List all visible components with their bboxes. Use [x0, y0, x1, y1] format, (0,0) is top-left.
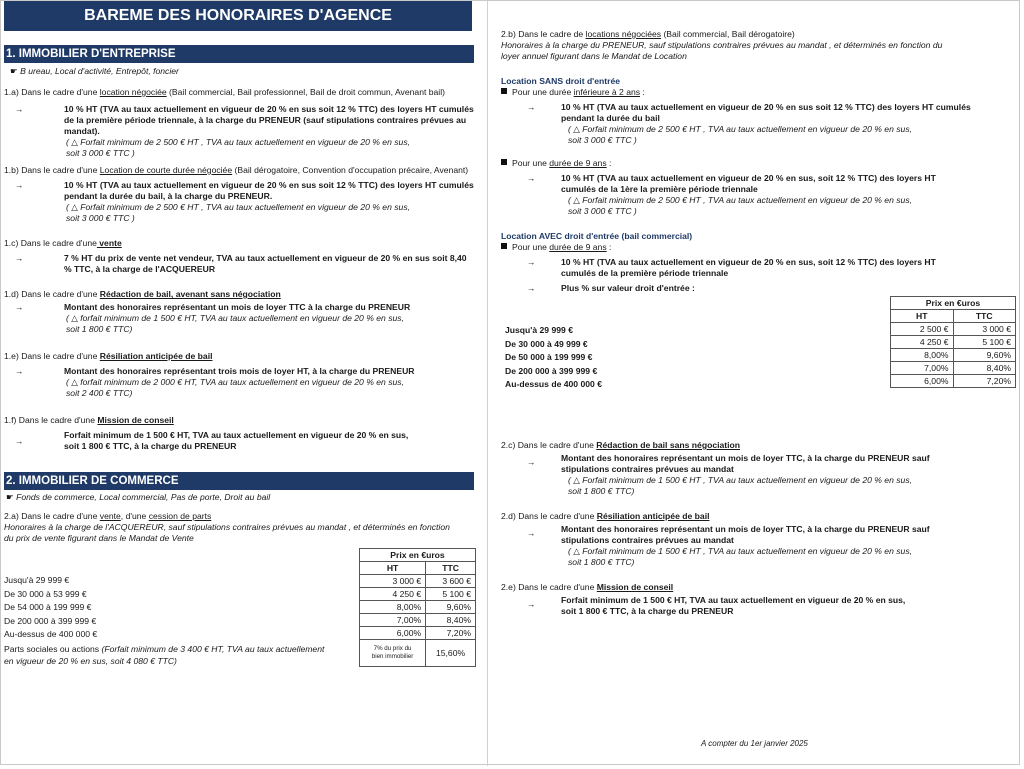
parts-label-note-2: en vigueur de 20 % en sus, soit 4 080 € TTC) — [4, 655, 177, 666]
clause-1b-suffix: (Bail dérogatoire, Convention d'occupation précaire, Avenant) — [232, 165, 469, 175]
arrow-icon: → — [14, 253, 24, 263]
clause-1f-text-2: soit 1 800 € TTC, à la charge du PRENEUR — [64, 441, 237, 451]
clause-2b-prefix: 2.b) Dans le cadre de — [501, 29, 586, 39]
entry-row-label: De 200 000 à 399 999 € — [505, 365, 598, 376]
table-row — [360, 601, 476, 614]
b1-suffix: : — [640, 87, 645, 97]
b3-prefix: Pour une — [512, 242, 550, 252]
bullet-square-icon — [501, 159, 507, 165]
clause-1d-prefix: 1.d) Dans le cadre d'une — [4, 289, 100, 299]
parts-label-note: (Forfait minimum de 3 400 € HT, TVA au taux actuellement — [101, 643, 325, 654]
clause-1a-link: location négociée — [99, 87, 167, 97]
clause-2d — [501, 511, 1016, 568]
cell-ht: 2 500 € — [891, 323, 954, 336]
clause-1e-text: Montant des honoraires représentant trois mois de loyer HT, à la charge du PRENEUR — [64, 366, 415, 376]
arrow-icon: → — [14, 104, 24, 114]
clause-1a-prefix: 1.a) Dans le cadre d'une — [4, 87, 100, 97]
parts-label: Parts sociales ou actions — [4, 643, 102, 654]
clause-1f-text: Forfait minimum de 1 500 € HT, TVA au taux actuellement en vigueur de 20 % en sus, — [64, 430, 409, 440]
clause-2b-suffix: (Bail commercial, Bail dérogatoire) — [661, 29, 795, 39]
b2-text: 10 % HT (TVA au taux actuellement en vigueur de 20 % en sus, soit 12 % TTC) des loyers HT — [561, 173, 936, 183]
b2-note: ( △ Forfait minimum de 2 500 € HT , TVA au taux actuellement en vigueur de 20 % en sus, — [568, 195, 913, 205]
clause-1a — [4, 87, 474, 159]
clause-1e-link: Résiliation anticipée de bail — [99, 351, 213, 361]
b3-text-2: cumulés de la première période triennale — [561, 268, 729, 278]
cell-ht: 4 250 € — [360, 588, 426, 601]
clause-2a-note: Honoraires à la charge de l'ACQUEREUR, sauf stipulations contraires prévues au mandat , et déterminés en fonction — [4, 522, 450, 532]
clause-1d-note: ( △ forfait minimum de 1 500 € HT, TVA au taux actuellement en vigueur de 20 % en sus, — [66, 313, 404, 323]
clause-2a-note-2: du prix de vente figurant dans le Mandat de Vente — [4, 533, 194, 543]
arrow-icon: → — [526, 173, 536, 183]
clause-2e-text: Forfait minimum de 1 500 € HT, TVA au taux actuellement en vigueur de 20 % en sus, — [561, 595, 906, 605]
clause-2d-link: Résiliation anticipée de bail — [596, 511, 710, 521]
location-avec-title: Location AVEC droit d'entrée (bail commercial) — [501, 231, 693, 241]
entry-col-ttc: TTC — [953, 310, 1016, 323]
clause-1c — [4, 238, 474, 275]
clause-2a — [4, 511, 474, 682]
column-divider — [487, 1, 488, 766]
clause-1f — [4, 415, 474, 452]
clause-2c-text: Montant des honoraires représentant un mois de loyer TTC, à la charge du PRENEUR sauf — [561, 453, 930, 463]
b2-suffix: : — [606, 158, 612, 168]
clause-1d — [4, 289, 474, 335]
table-row — [891, 349, 1016, 362]
sale-fee-table — [359, 548, 476, 667]
table-row — [360, 614, 476, 627]
clause-1c-prefix: 1.c) Dans le cadre d'une — [4, 238, 97, 248]
arrow-icon: → — [14, 436, 24, 446]
b1-link: inférieure à 2 ans — [573, 87, 641, 97]
clause-2b-note: Honoraires à la charge du PRENEUR, sauf stipulations contraires prévues au mandat , et déterminés en fonction du — [501, 40, 943, 50]
clause-1b — [4, 165, 474, 224]
section-1-intro: ☛ B ureau, Local d'activité, Entrepôt, foncier — [10, 66, 179, 76]
b2-text-2: cumulés de la 1ère la première période triennale — [561, 184, 758, 194]
b2-note-2: soit 3 000 € TTC ) — [568, 206, 637, 216]
table-row — [360, 588, 476, 601]
table-row — [360, 640, 476, 667]
clause-1d-text: Montant des honoraires représentant un mois de loyer TTC à la charge du PRENEUR — [64, 302, 411, 312]
clause-1a-note-2: soit 3 000 € TTC ) — [66, 148, 135, 158]
clause-2a-prefix: 2.a) Dans le cadre d'une — [4, 511, 100, 521]
clause-2e-link: Mission de conseil — [596, 582, 674, 592]
clause-2b-link: locations négociées — [585, 29, 662, 39]
clause-1a-text: (TVA au taux actuellement en vigueur de 20 % en sus soit 12 % TTC) des loyers HT cumulés de la première période triennale, à la charge du PRENEUR (sauf stipulations contraires prévues au mandat). — [64, 104, 474, 136]
parts-ht-line: 7% du prix du — [373, 645, 412, 653]
sale-col-ht: HT — [360, 562, 426, 575]
cell-ttc: 8,40% — [953, 362, 1016, 375]
b3-suffix: : — [606, 242, 612, 252]
clause-1a-suffix: (Bail commercial, Bail professionnel, Bail de droit commun, Avenant bail) — [166, 87, 445, 97]
clause-2a-link-2: cession de parts — [148, 511, 212, 521]
clause-1c-link: vente — [96, 238, 122, 248]
b1-note-2: soit 3 000 € TTC ) — [568, 135, 637, 145]
b3-link: durée de 9 ans — [549, 242, 607, 252]
clause-2d-text: Montant des honoraires représentant un mois de loyer TTC, à la charge du PRENEUR sauf — [561, 524, 930, 534]
sale-row-label: De 200 000 à 399 999 € — [4, 615, 97, 626]
table-row — [360, 627, 476, 640]
cell-ttc: 7,20% — [426, 627, 476, 640]
clause-1b-prefix: 1.b) Dans le cadre d'une — [4, 165, 100, 175]
table-row — [891, 323, 1016, 336]
arrow-icon: → — [526, 457, 536, 467]
entry-row-label: Au-dessus de 400 000 € — [505, 379, 602, 390]
sale-table-title: Prix en €uros — [360, 549, 476, 562]
cell-ttc: 9,60% — [953, 349, 1016, 362]
table-row — [891, 375, 1016, 388]
sale-row-label: Jusqu'à 29 999 € — [4, 575, 70, 585]
b2-prefix: Pour une — [512, 158, 550, 168]
cell-ttc: 7,20% — [953, 375, 1016, 388]
clause-2c-note: ( △ Forfait minimum de 1 500 € HT , TVA au taux actuellement en vigueur de 20 % en sus, — [568, 475, 913, 485]
cell-ht: 3 000 € — [360, 575, 426, 588]
clause-2b-note-2: loyer annuel figurant dans le Mandat de Location — [501, 51, 687, 61]
arrow-icon: → — [526, 528, 536, 538]
clause-2a-mid: , d'une — [120, 511, 149, 521]
clause-2e-prefix: 2.e) Dans le cadre d'une — [501, 582, 597, 592]
b3-text: 10 % HT (TVA au taux actuellement en vigueur de 20 % en sus, soit 12 % TTC) des loyers HT — [561, 257, 936, 267]
clause-2d-note-2: soit 1 800 € TTC) — [568, 557, 635, 567]
page-title: BAREME DES HONORAIRES D'AGENCE — [4, 1, 472, 31]
cell-ttc: 8,40% — [426, 614, 476, 627]
clause-2c — [501, 440, 1016, 497]
entry-row-label: De 50 000 à 199 999 € — [505, 352, 593, 363]
right-column — [501, 1, 1016, 748]
cell-ttc: 5 100 € — [953, 336, 1016, 349]
cell-ht: 4 250 € — [891, 336, 954, 349]
clause-1d-note-2: soit 1 800 € TTC) — [66, 324, 133, 334]
entry-row-label: Jusqu'à 29 999 € — [505, 325, 573, 335]
clause-2d-prefix: 2.d) Dans le cadre d'une — [501, 511, 597, 521]
sale-price-labels — [4, 574, 354, 667]
cell-ttc: 3 000 € — [953, 323, 1016, 336]
clause-2d-note: ( △ Forfait minimum de 1 500 € HT , TVA au taux actuellement en vigueur de 20 % en sus, — [568, 546, 913, 556]
clause-2c-link: Rédaction de bail sans négociation — [596, 440, 741, 450]
cell-parts-ht — [360, 640, 426, 667]
b1-text: 10 % HT (TVA au taux actuellement en vigueur de 20 % en sus soit 12 % TTC) des loyers HT cumulés — [561, 102, 971, 112]
b3-text-3: Plus % sur valeur droit d'entrée : — [561, 283, 695, 293]
location-sans-title: Location SANS droit d'entrée — [501, 76, 621, 86]
b1-prefix: Pour une durée — [512, 87, 574, 97]
clause-1f-link: Mission de conseil — [97, 415, 174, 425]
b1-note: ( △ Forfait minimum de 2 500 € HT , TVA au taux actuellement en vigueur de 20 % en sus, — [568, 124, 913, 134]
clause-1a-note: ( △ Forfait minimum de 2 500 € HT , TVA au taux actuellement en vigueur de 20 % en sus, — [66, 137, 411, 147]
sale-col-ttc: TTC — [426, 562, 476, 575]
sale-row-label: De 30 000 à 53 999 € — [4, 588, 87, 599]
parts-ht-line-2: bien immobilier — [371, 653, 414, 660]
cell-ttc: 5 100 € — [426, 588, 476, 601]
cell-ht: 6,00% — [360, 627, 426, 640]
arrow-icon: → — [526, 102, 536, 112]
cell-parts-ttc: 15,60% — [426, 640, 476, 667]
table-row — [360, 575, 476, 588]
clause-2c-text-2: stipulations contraires prévues au mandat — [561, 464, 734, 474]
b2-link: durée de 9 ans — [549, 158, 607, 168]
section-2-intro: ☛ Fonds de commerce, Local commercial, Pas de porte, Droit au bail — [6, 492, 271, 502]
clause-2c-note-2: soit 1 800 € TTC) — [568, 486, 635, 496]
clause-1a-rate: 10 % HT — [64, 104, 98, 114]
sale-row-label: Au-dessus de 400 000 € — [4, 629, 98, 640]
arrow-icon: → — [526, 599, 536, 609]
clause-1b-rate: 10 % HT — [64, 180, 98, 190]
clause-1b-link: Location de courte durée négociée — [99, 165, 233, 175]
clause-2c-prefix: 2.c) Dans le cadre d'une — [501, 440, 597, 450]
cell-ht: 8,00% — [360, 601, 426, 614]
table-row — [891, 362, 1016, 375]
cell-ht: 6,00% — [891, 375, 954, 388]
section-1-header: 1. IMMOBILIER D'ENTREPRISE — [4, 45, 474, 63]
cell-ht: 8,00% — [891, 349, 954, 362]
clause-2a-link-1: vente — [99, 511, 121, 521]
cell-ttc: 9,60% — [426, 601, 476, 614]
clause-1d-link: Rédaction de bail, avenant sans négociation — [99, 289, 281, 299]
entry-fee-table — [890, 296, 1016, 388]
bullet-square-icon — [501, 88, 507, 94]
arrow-icon: → — [526, 257, 536, 267]
entry-table-title: Prix en €uros — [891, 297, 1016, 310]
sale-row-label: De 54 000 à 199 999 € — [4, 602, 92, 613]
clause-2b — [501, 29, 1016, 404]
arrow-icon: → — [14, 366, 24, 376]
clause-2e — [501, 582, 1016, 617]
clause-1b-note-2: soit 3 000 € TTC ) — [66, 213, 135, 223]
clause-1e-note-2: soit 2 400 € TTC) — [66, 388, 133, 398]
clause-2e-text-2: soit 1 800 € TTC, à la charge du PRENEUR — [561, 606, 734, 616]
cell-ht: 7,00% — [891, 362, 954, 375]
effective-date-footer: A compter du 1er janvier 2025 — [701, 739, 808, 748]
clause-1b-text: (TVA au taux actuellement en vigueur de 20 % en sus soit 12 % TTC) des loyers HT cumulés pendant la durée du bail, à la charge du PRENEUR. — [64, 180, 474, 201]
entry-price-labels — [505, 324, 845, 392]
bullet-square-icon — [501, 243, 507, 249]
clause-1e — [4, 351, 474, 399]
table-row — [891, 336, 1016, 349]
clause-1f-prefix: 1.f) Dans le cadre d'une — [4, 415, 98, 425]
clause-1e-prefix: 1.e) Dans le cadre d'une — [4, 351, 100, 361]
cell-ht: 7,00% — [360, 614, 426, 627]
entry-row-label: De 30 000 à 49 999 € — [505, 338, 588, 349]
entry-col-ht: HT — [891, 310, 954, 323]
clause-2d-text-2: stipulations contraires prévues au mandat — [561, 535, 734, 545]
section-2-header: 2. IMMOBILIER DE COMMERCE — [4, 472, 474, 490]
clause-1b-note: ( △ Forfait minimum de 2 500 € HT , TVA au taux actuellement en vigueur de 20 % en sus, — [66, 202, 411, 212]
clause-1e-note: ( △ forfait minimum de 2 000 € HT, TVA au taux actuellement en vigueur de 20 % en sus, — [66, 377, 404, 387]
cell-ttc: 3 600 € — [426, 575, 476, 588]
clause-1c-text: 7 % HT du prix de vente net vendeur, TVA au taux actuellement en vigueur de 20 % en sus soit 8,40 % TTC, à la charge de l'ACQUEREUR — [64, 253, 467, 274]
b1-text-2: pendant la durée du bail — [561, 113, 660, 123]
arrow-icon: → — [526, 283, 536, 293]
arrow-icon: → — [14, 302, 24, 312]
left-column — [4, 1, 474, 682]
arrow-icon: → — [14, 180, 24, 190]
